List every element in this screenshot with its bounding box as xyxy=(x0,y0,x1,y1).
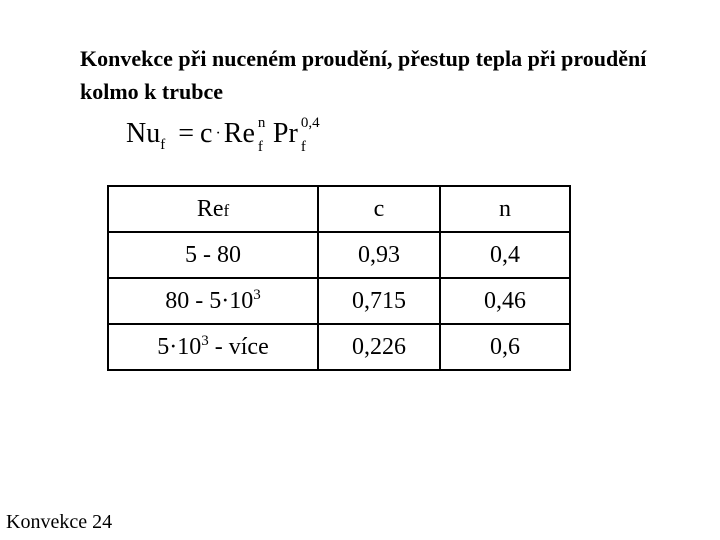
formula-pr-subscript: f xyxy=(300,139,306,155)
formula-nu-subscript: f xyxy=(160,137,166,153)
cell-n: 0,6 xyxy=(440,324,570,370)
header-c: c xyxy=(318,186,440,232)
re-range-text: 5·10 xyxy=(157,334,202,360)
header-n: n xyxy=(440,186,570,232)
cell-n: 0,46 xyxy=(440,278,570,324)
coefficient-table xyxy=(107,185,571,371)
header-re-subscript: f xyxy=(223,200,230,220)
table-row xyxy=(108,324,570,370)
cell-re-range xyxy=(108,232,318,278)
formula-re-exponent: n xyxy=(257,115,266,131)
table-row xyxy=(108,232,570,278)
formula-equals: = xyxy=(178,118,195,149)
cell-c: 0,93 xyxy=(318,232,440,278)
formula-re-subscript: f xyxy=(257,139,263,155)
formula-pr-scripts xyxy=(298,115,340,155)
table-header-row xyxy=(108,186,570,232)
re-range-exponent: 3 xyxy=(253,287,261,303)
re-range-suffix: - více xyxy=(208,334,269,360)
formula-pr-exponent: 0,4 xyxy=(300,115,320,131)
formula-dot: · xyxy=(215,125,221,142)
cell-re-range xyxy=(108,278,318,324)
re-range-exponent: 3 xyxy=(201,333,209,349)
header-re-label: Re xyxy=(196,195,224,222)
re-range-text: 5 - 80 xyxy=(185,242,241,268)
slide-title: Konvekce při nuceném proudění, přestup tepla při proudění kolmo k trubce xyxy=(80,46,647,104)
header-re xyxy=(108,186,318,232)
cell-re-range xyxy=(108,324,318,370)
slide-footer: Konvekce 24 xyxy=(6,511,113,533)
cell-c: 0,226 xyxy=(318,324,440,370)
nusselt-formula xyxy=(126,115,340,155)
formula-pr: Pr xyxy=(272,118,298,149)
formula-nu: Nu xyxy=(126,118,161,149)
formula-re-scripts xyxy=(255,115,273,155)
formula-c: c xyxy=(200,118,213,149)
cell-n: 0,4 xyxy=(440,232,570,278)
cell-c: 0,715 xyxy=(318,278,440,324)
formula-re: Re xyxy=(223,118,255,149)
re-range-text: 80 - 5·10 xyxy=(165,288,254,314)
table-row xyxy=(108,278,570,324)
